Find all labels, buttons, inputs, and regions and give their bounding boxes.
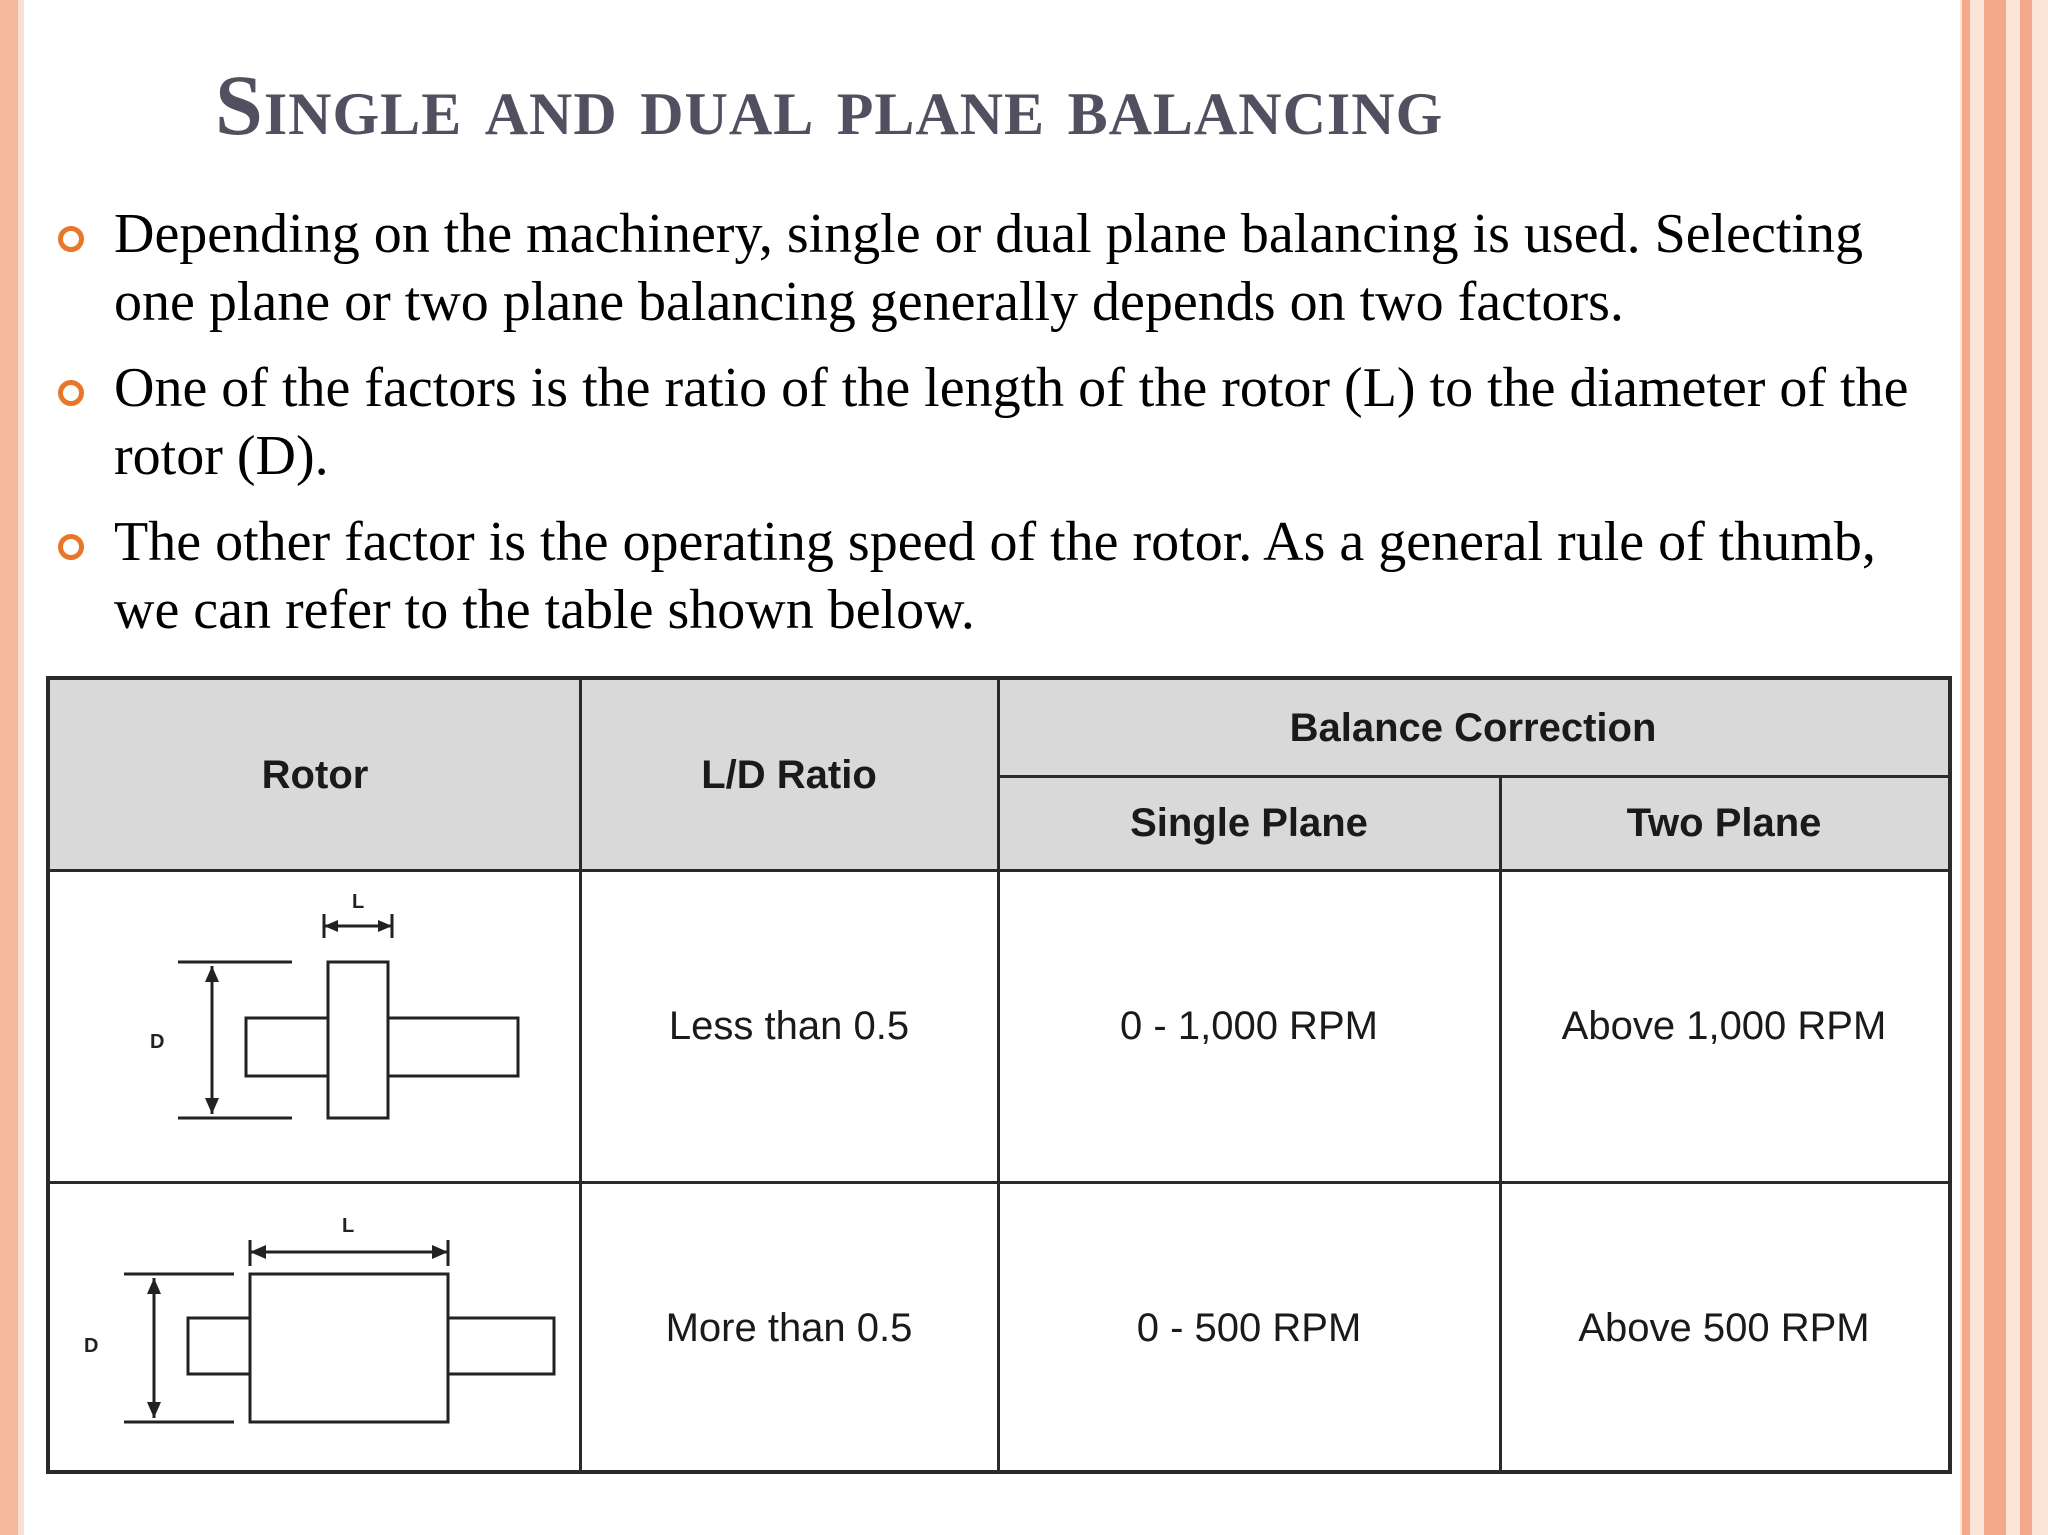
- bullet-text: The other factor is the operating speed of the rotor. As a general rule of thumb, we can refer to the table shown below.: [114, 511, 1876, 641]
- header-rotor: Rotor: [50, 680, 580, 870]
- rotor-figure-cell: [50, 1182, 580, 1474]
- bullet-circle-icon: [58, 534, 84, 560]
- right-border-stripe: [1984, 0, 2006, 1535]
- header-ld-ratio: L/D Ratio: [580, 680, 998, 870]
- long-rotor-diagram: [50, 1182, 580, 1474]
- short-rotor-diagram: [50, 870, 580, 1182]
- ld-ratio-cell: More than 0.5: [665, 1305, 913, 1350]
- right-border-stripe: [1962, 0, 1970, 1535]
- left-border-stripe: [0, 0, 18, 1535]
- table-divider: [50, 1181, 1948, 1184]
- header-balance-correction: Balance Correction: [998, 680, 1948, 776]
- length-label: L: [352, 891, 365, 913]
- table-divider: [998, 775, 1948, 778]
- diameter-label: D: [150, 1031, 165, 1053]
- header-single-plane: Single Plane: [998, 776, 1500, 870]
- balancing-table: [46, 676, 1952, 1474]
- ld-ratio-cell: Less than 0.5: [668, 1003, 910, 1048]
- table-divider: [997, 680, 1000, 1474]
- two-plane-cell: Above 1,000 RPM: [1561, 1003, 1887, 1048]
- rotor-figure-cell: [50, 870, 580, 1182]
- slide-title: Single and dual plane balancing: [215, 57, 1444, 153]
- length-label: L: [342, 1215, 355, 1237]
- table-divider: [50, 869, 1948, 872]
- bullet-text: Depending on the machinery, single or dual plane balancing is used. Selecting one plane or two plane balancing generally depends on two factors.: [114, 203, 1863, 333]
- bullet-circle-icon: [58, 226, 84, 252]
- single-plane-cell: 0 - 500 RPM: [1136, 1305, 1362, 1350]
- left-border-inner-stripe: [18, 0, 24, 1535]
- table-divider: [1499, 776, 1502, 1474]
- single-plane-cell: 0 - 1,000 RPM: [1120, 1003, 1378, 1048]
- two-plane-cell: Above 500 RPM: [1578, 1305, 1870, 1350]
- header-two-plane: Two Plane: [1500, 776, 1948, 870]
- bullet-circle-icon: [58, 380, 84, 406]
- table-divider: [579, 680, 582, 1474]
- right-border-stripe: [2020, 0, 2032, 1535]
- diameter-label: D: [84, 1335, 99, 1357]
- bullet-text: One of the factors is the ratio of the length of the rotor (L) to the diameter of the rotor (D).: [114, 357, 1909, 487]
